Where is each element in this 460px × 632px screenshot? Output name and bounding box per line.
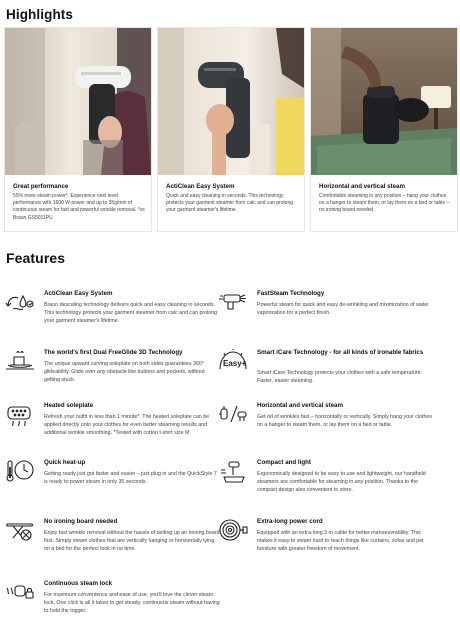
feature-description: Smart iCare Technology protects your clothes with a safe temperature. Faster, easier steaming. [257, 370, 423, 385]
feature-description: For maximum convenience and ease of use, you'll love the clever steam lock. One click is all it takes to get steady, continuous steam without having to hold the trigger. [44, 592, 220, 615]
feature-description: Ergonomically designed to be easy to use and lightweight, our handheld steamers are comfortable for steaming in any position. Thanks to the compact design also convenient to store. [257, 471, 426, 494]
feature-title: Compact and light [257, 459, 311, 466]
feature-title: ActiClean Easy System [44, 290, 113, 297]
feature-title: Horizontal and vertical steam [257, 402, 343, 409]
highlights-title: Highlights [6, 7, 73, 22]
freeglide-soleplate-icon [5, 349, 35, 373]
feature-title: Smart iCare Technology - for all kinds of ironable fabrics [257, 349, 424, 356]
compact-light-icon [218, 459, 248, 483]
steamer-product-photo [5, 28, 151, 175]
feature-acticlean [5, 290, 220, 350]
feature-description: The unique upward curving soleplate on both sides guarantees 360° glideability. Glide over any obstacle like buttons and pockets, without getting stuck. [44, 361, 205, 384]
power-cord-icon [218, 518, 248, 542]
card-description: Quick and easy cleaning in seconds. This technology protects your garment steamer from calc and can prolong your garment steamer's lifetime. [166, 193, 294, 214]
feature-no-ironing-board [5, 518, 220, 578]
feature-compact-light [218, 459, 433, 519]
feature-horizontal-vertical [218, 402, 433, 462]
horizontal-steaming-photo [311, 28, 457, 175]
feature-freeglide [5, 349, 220, 409]
card-title: ActiClean Easy System [166, 183, 235, 190]
horizontal-vertical-icon [218, 402, 248, 426]
card-title: Horizontal and vertical steam [319, 183, 405, 190]
heated-soleplate-icon [5, 402, 35, 426]
highlight-card-horizontal-vertical[interactable] [310, 27, 458, 232]
feature-description: Enjoy fast wrinkle removal without the hassle of setting up an ironing board first. Simply steam clothes that are vertically hanging or horizontally lying on a bed for the perfect look in no time. [44, 530, 220, 553]
quick-heat-icon [5, 459, 35, 483]
features-title: Features [6, 250, 66, 266]
feature-title: No ironing board needed [44, 518, 118, 525]
feature-smart-icare [218, 349, 433, 409]
feature-title: FastSteam Technology [257, 290, 325, 297]
card-description: Comfortable steaming in any position – hang your clothes on a hanger to steam them, or lay them on a bed or table – no ironing board needed. [319, 193, 450, 214]
feature-description: Refresh your outfit in less than 1 minute*. The heated soleplate can be applied directly onto your clothes for even better steaming results and additional wrinkle smoothing. *Tested with cotton t-shirt size M [44, 414, 210, 437]
steam-lock-icon [5, 580, 35, 604]
acticlean-icon [5, 290, 35, 314]
no-ironing-board-icon [5, 518, 35, 542]
feature-quick-heat [5, 459, 220, 519]
svg-text:Easy+: Easy+ [223, 359, 247, 368]
highlight-card-acticlean[interactable] [157, 27, 305, 232]
feature-title: Quick heat-up [44, 459, 86, 466]
feature-heated-soleplate [5, 402, 220, 462]
feature-description: Equipped with an extra-long 3 m cable for better manoeuvrability. This makes it easy to steam hard to reach things like curtains, sofas and pet furniture with greater freedom of movement. [257, 530, 424, 553]
feature-title: Extra-long power cord [257, 518, 323, 525]
highlight-card-great-performance[interactable] [4, 27, 152, 232]
feature-description: Getting ready just got faster and easier – just plug in and the QuickStyle 7 is ready to power steam in only 35 seconds. [44, 471, 217, 486]
easy-plus-icon [218, 349, 248, 373]
feature-description: Braun descaling technology delivers quick and easy cleaning in seconds. This technology protects your garment steamer from calc and can prolong your garment steamer's lifetime. [44, 302, 218, 325]
feature-description: Powerful steam for quick and easy de-wrinkling and miximization of water vaporization for a perfect finish. [257, 302, 429, 317]
feature-title: Continuous steam lock [44, 580, 113, 587]
feature-power-cord [218, 518, 433, 578]
steamer-in-hand-photo [158, 28, 304, 175]
card-title: Great performance [13, 183, 69, 190]
feature-steam-lock [5, 580, 220, 632]
card-description: 55% more steam power*. Experience next level performance with 1600 W power and up to 35g/min of continuous steam for fast and powerful wrinkle removal. *vs Braun GS5011PU [13, 193, 145, 221]
feature-title: Heated soleplate [44, 402, 94, 409]
faststeam-icon [218, 290, 248, 314]
feature-faststeam [218, 290, 433, 350]
feature-description: Get rid of wrinkles fast – horizontally or vertically. Simply hang your clothes on a hanger to steam them, or lay them on a bed or table. [257, 414, 433, 429]
feature-title: The world's first Dual FreeGlide 3D Technology [44, 349, 183, 356]
